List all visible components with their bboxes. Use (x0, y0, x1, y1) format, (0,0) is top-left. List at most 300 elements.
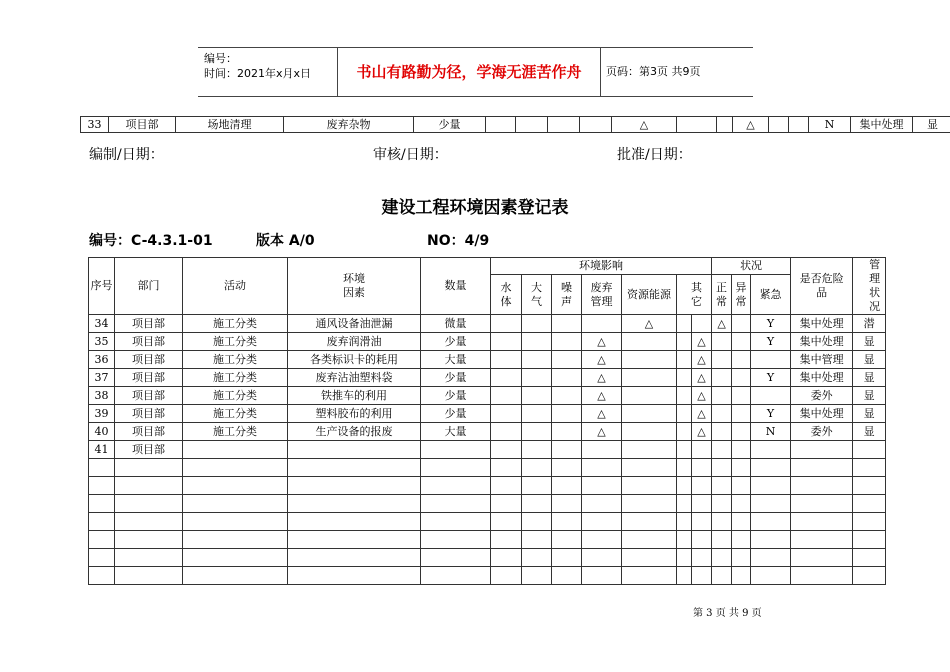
table-row (89, 333, 886, 351)
table-cell (622, 513, 677, 531)
table-cell: 集中管理 (791, 351, 853, 369)
table-cell: △ (582, 351, 622, 369)
table-cell (677, 351, 692, 369)
table-cell (491, 441, 522, 459)
table-cell (491, 531, 522, 549)
table-cell: Y (751, 333, 791, 351)
table-cell: 集中处理 (791, 333, 853, 351)
table-cell (552, 441, 582, 459)
table-cell: 40 (89, 423, 115, 441)
table-cell (751, 477, 791, 495)
col-mgmt: 管理状况 (853, 258, 886, 315)
table-cell (552, 567, 582, 585)
table-cell (89, 477, 115, 495)
table-cell (751, 459, 791, 477)
table-cell (582, 441, 622, 459)
table-cell: 塑料胶布的利用 (288, 405, 421, 423)
table-cell: 33 (81, 117, 109, 133)
table-cell (622, 369, 677, 387)
col-qty: 数量 (421, 258, 491, 315)
table-cell (421, 441, 491, 459)
header-time: 时间：2021年x月x日 (204, 67, 312, 80)
table-cell (692, 567, 712, 585)
table-cell (622, 567, 677, 585)
table-row (89, 423, 886, 441)
table-cell (751, 549, 791, 567)
table-cell (791, 567, 853, 585)
table-cell (677, 387, 692, 405)
table-cell (288, 531, 421, 549)
table-cell (677, 549, 692, 567)
table-row (81, 117, 950, 133)
table-cell (491, 387, 522, 405)
table-cell: 显 (853, 405, 886, 423)
table-cell (732, 441, 751, 459)
table-cell (692, 315, 712, 333)
table-cell (115, 549, 183, 567)
table-cell (853, 495, 886, 513)
table-cell: 生产设备的报废 (288, 423, 421, 441)
table-cell (677, 531, 692, 549)
table-cell: 项目部 (115, 405, 183, 423)
table-cell (89, 549, 115, 567)
table-cell (853, 459, 886, 477)
table-cell (732, 513, 751, 531)
table-cell (791, 477, 853, 495)
document-version-text: 版本 A/0 (256, 233, 315, 249)
table-cell (791, 441, 853, 459)
table-cell: 显 (853, 369, 886, 387)
table-cell: 施工分类 (183, 405, 288, 423)
col-abnormal: 异常 (732, 275, 751, 315)
table-cell (115, 513, 183, 531)
table-cell (552, 315, 582, 333)
table-cell (677, 495, 692, 513)
table-cell: 项目部 (115, 387, 183, 405)
table-cell (115, 495, 183, 513)
table-cell (522, 477, 552, 495)
table-cell: △ (692, 351, 712, 369)
table-cell (552, 333, 582, 351)
col-noise: 噪声 (552, 275, 582, 315)
table-cell (712, 423, 732, 441)
table-cell (692, 549, 712, 567)
table-cell (712, 531, 732, 549)
table-cell (751, 531, 791, 549)
table-cell (751, 495, 791, 513)
table-cell (491, 423, 522, 441)
table-cell (692, 459, 712, 477)
table-cell (89, 495, 115, 513)
table-cell (732, 351, 751, 369)
table-cell (288, 477, 421, 495)
table-cell (732, 369, 751, 387)
table-cell (115, 477, 183, 495)
table-cell (522, 333, 552, 351)
table-cell (791, 513, 853, 531)
table-cell (522, 531, 552, 549)
table-cell: Y (751, 405, 791, 423)
table-cell (732, 495, 751, 513)
table-cell: △ (692, 405, 712, 423)
table-cell: 潜 (853, 315, 886, 333)
table-cell (288, 441, 421, 459)
document-number-text: NO：4/9 (427, 233, 490, 249)
table-cell (853, 513, 886, 531)
table-cell: 施工分类 (183, 369, 288, 387)
table-cell (622, 459, 677, 477)
table-cell (712, 369, 732, 387)
table-cell: Y (751, 315, 791, 333)
table-cell (789, 117, 809, 133)
table-cell (582, 315, 622, 333)
table-cell (677, 369, 692, 387)
table-cell (692, 513, 712, 531)
table-cell (732, 387, 751, 405)
table-cell (677, 567, 692, 585)
table-cell (183, 549, 288, 567)
table-cell (491, 549, 522, 567)
document-code (89, 230, 213, 250)
table-cell (522, 459, 552, 477)
table-cell (552, 495, 582, 513)
table-cell: 委外 (791, 423, 853, 441)
table-cell (491, 315, 522, 333)
table-cell (115, 459, 183, 477)
table-cell: 项目部 (115, 441, 183, 459)
col-air: 大气 (522, 275, 552, 315)
table-cell: 场地清理 (176, 117, 284, 133)
approved-date-label: 批准/日期： (617, 147, 692, 163)
table-cell (622, 495, 677, 513)
table-cell (712, 567, 732, 585)
table-cell: 少量 (421, 333, 491, 351)
table-cell (552, 549, 582, 567)
table-cell (288, 513, 421, 531)
table-cell (552, 351, 582, 369)
table-cell: 废弃润滑油 (288, 333, 421, 351)
table-cell: △ (692, 387, 712, 405)
table-cell (677, 441, 692, 459)
table-cell (486, 117, 516, 133)
table-cell (712, 333, 732, 351)
table-cell: 显 (913, 117, 950, 133)
table-cell (677, 333, 692, 351)
table-cell (732, 459, 751, 477)
table-cell (712, 495, 732, 513)
prepared-date-label: 编制/日期： (89, 147, 164, 163)
table-cell: N (751, 423, 791, 441)
document-title: 建设工程环境因素登记表 (381, 198, 569, 218)
table-cell (183, 495, 288, 513)
table-cell (732, 423, 751, 441)
table-cell: 各类标识卡的耗用 (288, 351, 421, 369)
document-version (256, 230, 315, 250)
table-cell: 显 (853, 423, 886, 441)
table-cell (677, 513, 692, 531)
table-cell: 显 (853, 351, 886, 369)
table-cell (115, 531, 183, 549)
table-cell (552, 405, 582, 423)
table-cell (732, 405, 751, 423)
table-cell: △ (582, 405, 622, 423)
table-cell (622, 333, 677, 351)
col-dept: 部门 (115, 258, 183, 315)
table-cell (288, 495, 421, 513)
table-row (89, 477, 886, 495)
header-info (198, 48, 338, 96)
col-factor: 环境因素 (288, 258, 421, 315)
table-cell (751, 387, 791, 405)
table-row (89, 567, 886, 585)
table-cell (552, 369, 582, 387)
table-cell: 施工分类 (183, 351, 288, 369)
table-cell (522, 513, 552, 531)
table-cell: 施工分类 (183, 423, 288, 441)
col-danger: 是否危险品 (791, 258, 853, 315)
table-cell (712, 387, 732, 405)
table-cell (732, 567, 751, 585)
table-cell (732, 333, 751, 351)
table-cell (677, 117, 717, 133)
table-cell (732, 531, 751, 549)
table-cell: △ (622, 315, 677, 333)
table-cell (677, 423, 692, 441)
table-cell: 废弃杂物 (284, 117, 414, 133)
table-cell (522, 315, 552, 333)
table-cell (732, 315, 751, 333)
table-cell (853, 567, 886, 585)
col-water: 水体 (491, 275, 522, 315)
table-cell (769, 117, 789, 133)
table-row (89, 351, 886, 369)
table-cell (89, 531, 115, 549)
table-cell (791, 531, 853, 549)
table-cell (522, 351, 552, 369)
table-cell (522, 423, 552, 441)
table-cell (712, 549, 732, 567)
table-cell (421, 567, 491, 585)
table-cell (421, 531, 491, 549)
table-cell (183, 567, 288, 585)
table-row (89, 369, 886, 387)
table-cell (712, 477, 732, 495)
table-cell (522, 495, 552, 513)
table-cell (732, 477, 751, 495)
table-cell: 施工分类 (183, 333, 288, 351)
table-cell: △ (733, 117, 769, 133)
table-cell: 微量 (421, 315, 491, 333)
table-cell (622, 531, 677, 549)
table-cell (712, 513, 732, 531)
table-cell (491, 513, 522, 531)
table-cell (491, 351, 522, 369)
table-cell (582, 531, 622, 549)
table-cell: 项目部 (115, 351, 183, 369)
table-cell (421, 459, 491, 477)
table-cell (791, 459, 853, 477)
table-row (89, 513, 886, 531)
table-cell (622, 351, 677, 369)
table-cell (582, 459, 622, 477)
table-cell (580, 117, 612, 133)
table-cell (491, 333, 522, 351)
table-cell (677, 459, 692, 477)
table-cell: △ (712, 315, 732, 333)
table-cell: 集中处理 (791, 369, 853, 387)
table-cell (552, 423, 582, 441)
table-cell: 显 (853, 387, 886, 405)
table-cell: 集中处理 (851, 117, 913, 133)
header-code-label: 编号： (204, 52, 237, 65)
table-cell: △ (692, 369, 712, 387)
table-cell (491, 567, 522, 585)
environment-factor-table (88, 257, 886, 585)
table-cell: 委外 (791, 387, 853, 405)
table-cell (421, 513, 491, 531)
table-cell (522, 405, 552, 423)
table-cell: 39 (89, 405, 115, 423)
table-cell: 废弃沾油塑料袋 (288, 369, 421, 387)
table-cell (853, 549, 886, 567)
table-row (89, 459, 886, 477)
table-cell (582, 477, 622, 495)
table-cell (522, 369, 552, 387)
col-impact: 环境影响 (491, 258, 712, 275)
table-cell (692, 531, 712, 549)
table-cell (115, 567, 183, 585)
table-cell: 大量 (421, 351, 491, 369)
table-cell: 项目部 (109, 117, 176, 133)
table-cell (421, 477, 491, 495)
table-row (89, 315, 886, 333)
table-cell (853, 441, 886, 459)
col-resource: 资源能源 (622, 275, 677, 315)
col-activity: 活动 (183, 258, 288, 315)
table-cell: △ (692, 333, 712, 351)
page-header (198, 47, 753, 97)
table-cell (516, 117, 548, 133)
table-cell: 36 (89, 351, 115, 369)
table-cell: 项目部 (115, 333, 183, 351)
table-cell (622, 387, 677, 405)
table-cell: N (809, 117, 851, 133)
table-cell (717, 117, 733, 133)
table-cell (288, 549, 421, 567)
table-cell (751, 351, 791, 369)
table-cell (853, 531, 886, 549)
table-cell (421, 549, 491, 567)
table-cell (582, 567, 622, 585)
table-cell (552, 387, 582, 405)
table-cell (522, 441, 552, 459)
table-cell: 41 (89, 441, 115, 459)
table-cell (712, 441, 732, 459)
table-cell: 集中处理 (791, 315, 853, 333)
table-cell (791, 495, 853, 513)
table-cell: 项目部 (115, 315, 183, 333)
table-cell: 37 (89, 369, 115, 387)
table-cell (183, 531, 288, 549)
table-cell (677, 315, 692, 333)
table-cell (548, 117, 580, 133)
table-cell (622, 549, 677, 567)
table-row (89, 495, 886, 513)
col-status: 状况 (712, 258, 791, 275)
table-cell (491, 459, 522, 477)
table-cell (622, 477, 677, 495)
table-cell (677, 477, 692, 495)
table-cell: 项目部 (115, 369, 183, 387)
table-cell: 38 (89, 387, 115, 405)
table-cell (712, 405, 732, 423)
header-motto: 书山有路勤为径，学海无涯苦作舟 (338, 48, 601, 96)
table-cell: 施工分类 (183, 387, 288, 405)
table-cell (751, 513, 791, 531)
table-cell (183, 513, 288, 531)
table-cell (692, 441, 712, 459)
table-row (89, 531, 886, 549)
table-cell (491, 369, 522, 387)
col-urgent: 紧急 (751, 275, 791, 315)
table-row (89, 405, 886, 423)
table-cell: Y (751, 369, 791, 387)
table-cell (89, 459, 115, 477)
table-cell (552, 477, 582, 495)
table-cell (622, 423, 677, 441)
table-cell: △ (582, 333, 622, 351)
document-number (427, 230, 489, 250)
table-cell (853, 477, 886, 495)
header-page-code: 页码：第3页 共9页 (606, 65, 701, 78)
previous-page-row-table (80, 116, 950, 133)
table-cell (732, 549, 751, 567)
col-other: 其它 (677, 275, 712, 315)
table-cell (522, 567, 552, 585)
table-cell (552, 459, 582, 477)
table-cell (622, 441, 677, 459)
table-cell: △ (582, 387, 622, 405)
table-cell (622, 405, 677, 423)
table-cell: 显 (853, 333, 886, 351)
table-cell (582, 513, 622, 531)
table-row (89, 387, 886, 405)
table-cell: △ (612, 117, 677, 133)
table-cell: 铁推车的利用 (288, 387, 421, 405)
table-row (89, 441, 886, 459)
table-cell: △ (582, 423, 622, 441)
table-cell (491, 477, 522, 495)
table-cell: △ (692, 423, 712, 441)
table-cell (751, 567, 791, 585)
table-cell (183, 459, 288, 477)
table-cell (522, 387, 552, 405)
table-cell (522, 549, 552, 567)
table-cell (288, 459, 421, 477)
table-cell: 少量 (414, 117, 486, 133)
table-cell (712, 459, 732, 477)
table-cell: 项目部 (115, 423, 183, 441)
table-cell: 集中处理 (791, 405, 853, 423)
table-cell (712, 351, 732, 369)
table-cell (751, 441, 791, 459)
table-cell (791, 549, 853, 567)
table-cell: △ (582, 369, 622, 387)
table-cell (491, 495, 522, 513)
table-cell (692, 477, 712, 495)
table-cell (183, 477, 288, 495)
table-cell (89, 513, 115, 531)
